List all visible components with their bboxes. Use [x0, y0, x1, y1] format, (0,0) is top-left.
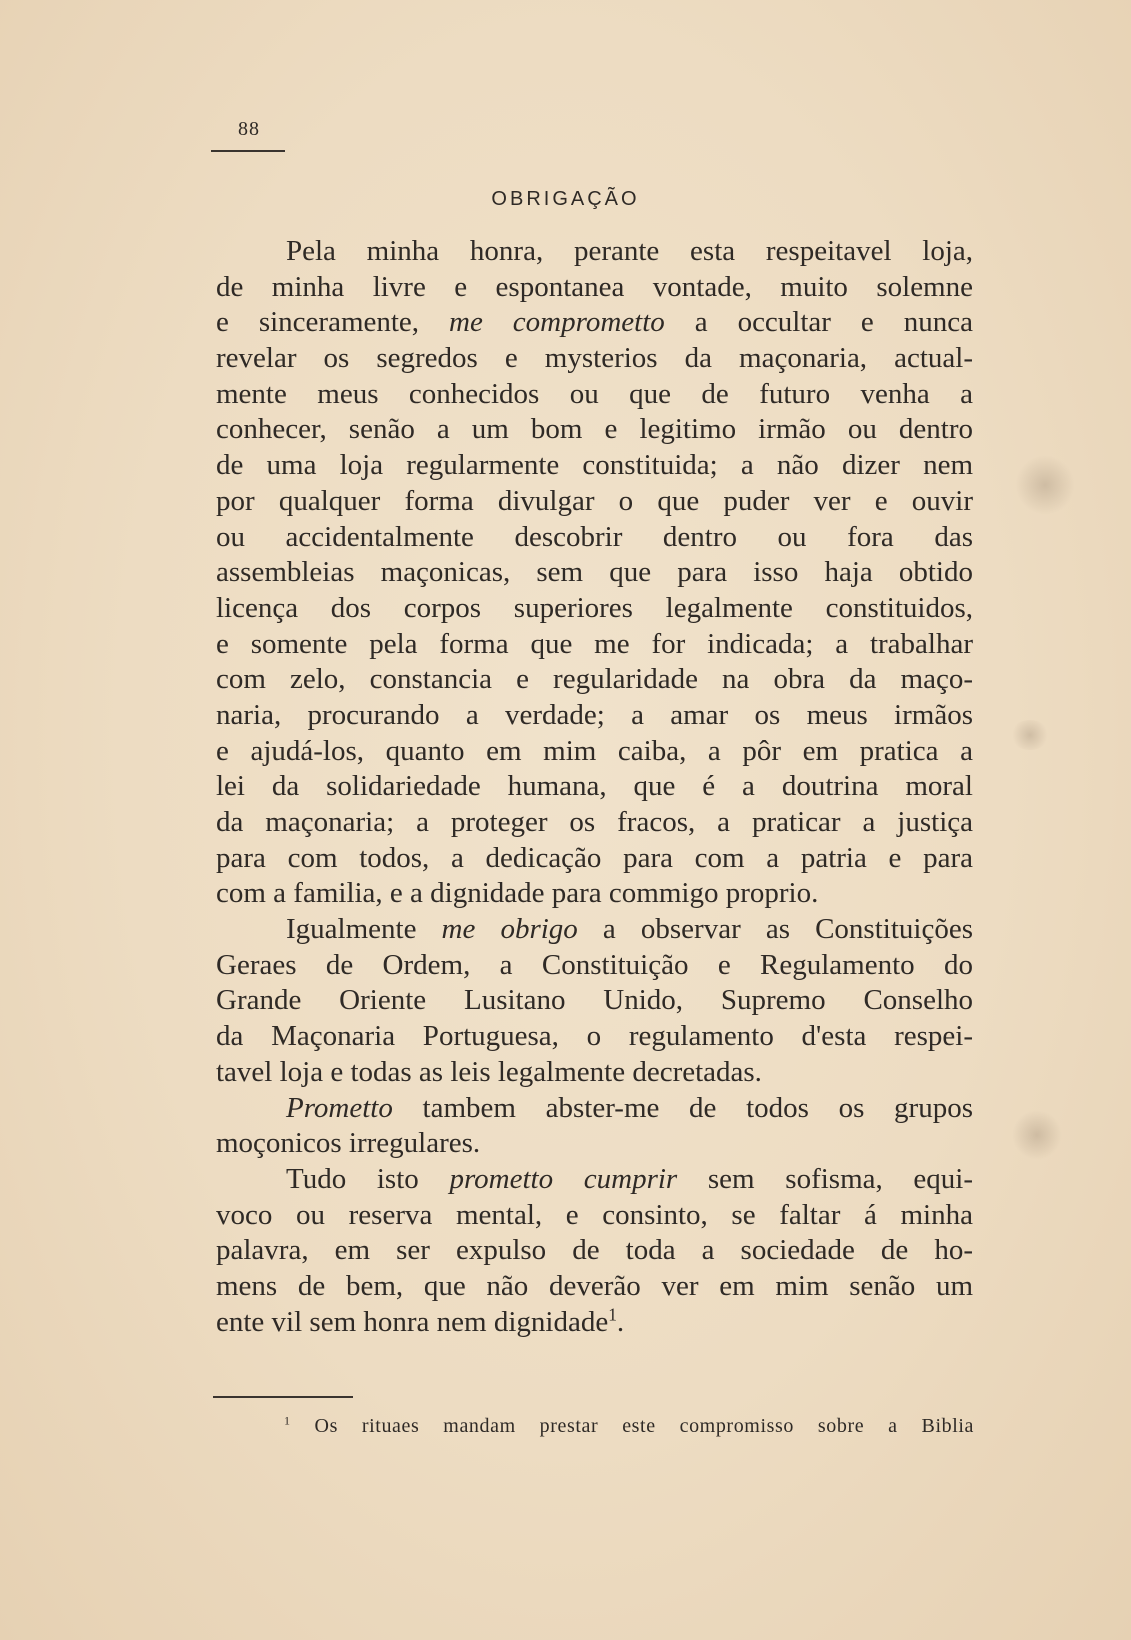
line-text: naria, procurando a verdade; a amar os meus irmãos — [216, 698, 973, 731]
body-text — [216, 234, 973, 1340]
line-text: com a familia, e a dignidade para commigo proprio. — [216, 877, 819, 910]
paper-stain — [1015, 455, 1075, 515]
line-text: voco ou reserva mental, e consinto, se faltar á minha — [216, 1198, 973, 1231]
line-text: de minha livre e espontanea vontade, muito solemne — [216, 270, 973, 303]
footnote-reference: 1 — [608, 1303, 617, 1324]
line-text: com zelo, constancia e regularidade na obra da maço- — [216, 663, 973, 696]
line-text: tambem abster-me de todos os grupos — [392, 1091, 973, 1124]
text-line — [216, 948, 973, 984]
text-line — [216, 1091, 973, 1127]
line-text: licença dos corpos superiores legalmente constituidos, — [216, 591, 973, 624]
line-text: e sinceramente, — [216, 306, 450, 339]
text-line — [216, 662, 973, 698]
section-heading: OBRIGAÇÃO — [491, 188, 640, 210]
page-number: 88 — [238, 118, 260, 140]
line-text: moçonicos irregulares. — [216, 1127, 481, 1160]
text-line — [216, 1126, 973, 1162]
footnote-marker: 1 — [284, 1413, 291, 1428]
emphasized-text: me comprometto — [449, 306, 665, 339]
text-line — [216, 734, 973, 770]
line-text: conhecer, senão a um bom e legitimo irmão ou dentro — [216, 413, 973, 446]
line-text: palavra, em ser expulso de toda a sociedade de ho- — [216, 1234, 973, 1267]
text-line — [216, 1233, 973, 1269]
line-text: Geraes de Ordem, a Constituição e Regulamento do — [216, 948, 973, 981]
line-text: e ajudá-los, quanto em mim caiba, a pôr em pratica a — [216, 734, 973, 767]
emphasized-text: me obrigo — [441, 913, 578, 946]
emphasized-text: prometto cumprir — [449, 1162, 678, 1195]
paper-stain — [1010, 720, 1050, 750]
footnote — [284, 1413, 974, 1439]
paper-stain — [1012, 1110, 1062, 1160]
line-text: mente meus conhecidos ou que de futuro venha a — [216, 377, 973, 410]
line-text: assembleias maçonicas, sem que para isso haja obtido — [216, 556, 973, 589]
text-line — [216, 876, 973, 912]
line-text: da maçonaria; a proteger os fracos, a praticar a justiça — [216, 806, 973, 838]
line-text: e somente pela forma que me for indicada; a trabalhar — [216, 627, 973, 660]
text-line — [216, 1162, 973, 1198]
line-text: Tudo isto — [286, 1162, 450, 1195]
footnote-text: Os rituaes mandam prestar este compromisso sobre a Biblia — [314, 1415, 974, 1437]
footnote-rule — [213, 1396, 353, 1398]
line-text: da Maçonaria Portuguesa, o regulamento d'esta respei- — [216, 1020, 973, 1053]
line-text: . — [616, 1305, 625, 1338]
line-text: Igualmente — [286, 913, 442, 946]
text-line — [216, 448, 973, 484]
text-line — [216, 1269, 973, 1305]
line-text: tavel loja e todas as leis legalmente decretadas. — [216, 1055, 762, 1088]
line-text: de uma loja regularmente constituida; a não dizer nem — [216, 449, 973, 482]
text-line — [216, 1305, 973, 1341]
text-line — [216, 234, 973, 270]
emphasized-text: Prometto — [286, 1091, 393, 1124]
line-text: ou accidentalmente descobrir dentro ou fora das — [216, 520, 973, 553]
text-line — [216, 412, 973, 448]
text-line — [216, 769, 973, 805]
line-text: revelar os segredos e mysterios da maçonaria, actual- — [216, 342, 973, 375]
text-line — [216, 1198, 973, 1234]
text-line — [216, 983, 973, 1019]
line-text: a occultar e nunca — [664, 306, 973, 339]
text-line — [216, 484, 973, 520]
line-text: por qualquer forma divulgar o que puder ver e ouvir — [216, 484, 973, 517]
text-line — [216, 520, 973, 556]
text-line — [216, 1019, 973, 1055]
page-number-rule — [211, 150, 285, 152]
line-text: a observar as Constituições — [577, 913, 973, 946]
text-line — [216, 1055, 973, 1091]
text-line — [216, 555, 973, 591]
line-text: para com todos, a dedicação para com a patria e para — [216, 841, 973, 874]
line-text: mens de bem, que não deverão ver em mim senão um — [216, 1269, 973, 1302]
text-line — [216, 305, 973, 341]
text-line — [216, 805, 973, 841]
line-text: sem sofisma, equi- — [677, 1162, 973, 1195]
text-line — [216, 912, 973, 948]
line-text: Grande Oriente Lusitano Unido, Supremo Conselho — [216, 984, 973, 1017]
text-line — [216, 270, 973, 306]
text-line — [216, 627, 973, 663]
text-line — [216, 841, 973, 877]
line-text: Pela minha honra, perante esta respeitavel loja, — [286, 235, 973, 267]
line-text: ente vil sem honra nem dignidade — [216, 1305, 609, 1338]
line-text: lei da solidariedade humana, que é a doutrina moral — [216, 770, 973, 803]
text-line — [216, 377, 973, 413]
text-line — [216, 698, 973, 734]
text-line — [216, 341, 973, 377]
text-line — [216, 591, 973, 627]
